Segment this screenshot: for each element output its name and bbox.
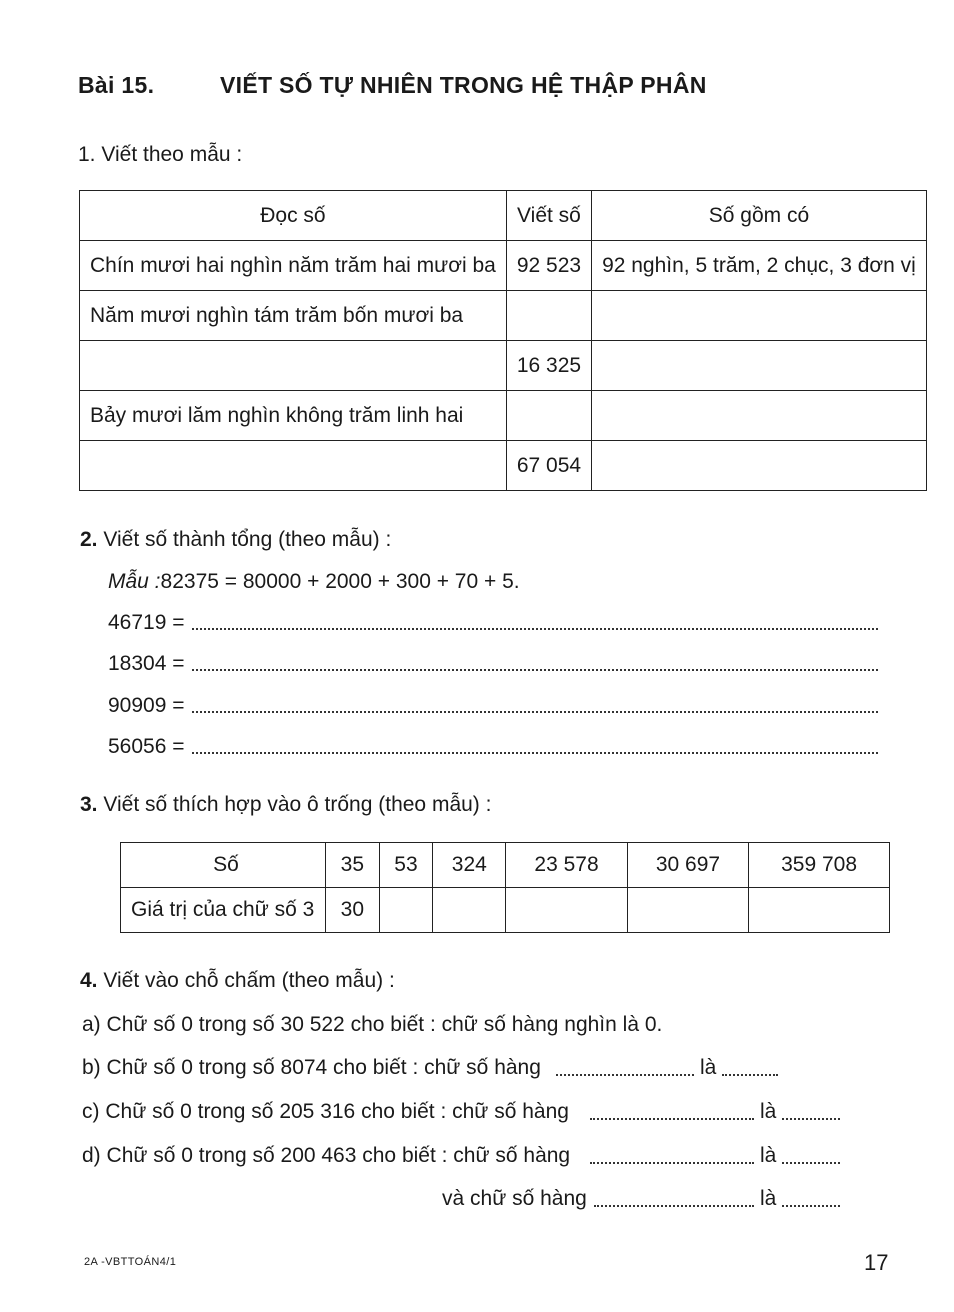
item-c	[82, 1099, 569, 1125]
exercise-3-table	[120, 842, 890, 933]
item-b-la: là	[700, 1056, 717, 1079]
exercise-2-heading	[80, 527, 391, 553]
item-d-dots-2[interactable]	[782, 1150, 840, 1164]
numbers-row	[121, 843, 890, 888]
header-so-gom-co: Số gồm có	[592, 191, 927, 241]
exercise-2-text: Viết số thành tổng (theo mẫu) :	[103, 528, 392, 551]
lesson-title	[78, 72, 707, 99]
sum-line-2	[108, 651, 185, 677]
exercise-2-number: 2.	[80, 528, 98, 551]
table-row	[80, 341, 927, 391]
number-cell: 35	[326, 843, 380, 888]
lesson-number: Bài 15.	[78, 72, 155, 98]
answer-dots-4[interactable]	[192, 738, 878, 754]
item-c-text: Chữ số 0 trong số 205 316 cho biết : chữ số hàng	[105, 1100, 569, 1123]
row-label-value: Giá trị của chữ số 3	[121, 888, 326, 933]
item-b-dots-2[interactable]	[722, 1062, 778, 1076]
value-cell[interactable]	[749, 888, 890, 933]
item-d-extra-la: là	[760, 1187, 777, 1210]
cell-composition[interactable]: 92 nghìn, 5 trăm, 2 chục, 3 đơn vị	[592, 241, 927, 291]
cell-read: Bảy mươi lăm nghìn không trăm linh hai	[80, 391, 507, 441]
item-d	[82, 1143, 570, 1169]
lesson-heading: VIẾT SỐ TỰ NHIÊN TRONG HỆ THẬP PHÂN	[220, 72, 707, 98]
cell-read: Chín mươi hai nghìn năm trăm hai mươi ba	[80, 241, 507, 291]
item-b-dots-1[interactable]	[556, 1062, 694, 1076]
value-cell[interactable]	[433, 888, 506, 933]
item-a	[82, 1012, 662, 1038]
sum-line-3	[108, 693, 185, 719]
exercise-3-text: Viết số thích hợp vào ô trống (theo mẫu) :	[103, 793, 492, 816]
exercise-1-heading: 1. Viết theo mẫu :	[78, 143, 243, 166]
exercise-2-sample	[108, 569, 520, 595]
cell-composition[interactable]	[592, 441, 927, 491]
exercise-3-heading	[80, 792, 491, 818]
answer-dots-3[interactable]	[192, 697, 878, 713]
cell-write[interactable]	[506, 391, 591, 441]
sample-expression: 82375 = 80000 + 2000 + 300 + 70 + 5.	[160, 570, 520, 593]
sum-line-1	[108, 610, 185, 636]
item-c-dots-1[interactable]	[590, 1106, 754, 1120]
header-doc-so: Đọc số	[80, 191, 507, 241]
value-cell[interactable]	[379, 888, 433, 933]
number-cell: 23 578	[506, 843, 627, 888]
number-cell: 324	[433, 843, 506, 888]
values-row	[121, 888, 890, 933]
item-d-dots-3[interactable]	[594, 1193, 754, 1207]
item-d-text: Chữ số 0 trong số 200 463 cho biết : chữ số hàng	[106, 1144, 571, 1167]
item-c-la: là	[760, 1100, 777, 1123]
exercise-3-number: 3.	[80, 793, 98, 816]
item-c-label: c)	[82, 1100, 100, 1123]
table-row	[80, 241, 927, 291]
page-number: 17	[864, 1250, 889, 1275]
item-d-dots-4[interactable]	[782, 1193, 840, 1207]
value-cell: 30	[326, 888, 380, 933]
answer-dots-1[interactable]	[192, 614, 878, 630]
item-d-dots-1[interactable]	[590, 1150, 754, 1164]
table-row	[80, 391, 927, 441]
cell-composition[interactable]	[592, 291, 927, 341]
value-cell[interactable]	[627, 888, 748, 933]
sum-line-label: 90909 =	[108, 694, 185, 717]
footer-code: 2A -VBTTOÁN4/1	[84, 1256, 177, 1268]
cell-write[interactable]: 92 523	[506, 241, 591, 291]
number-cell: 30 697	[627, 843, 748, 888]
row-label-so: Số	[121, 843, 326, 888]
sum-line-label: 56056 =	[108, 735, 185, 758]
item-a-label: a)	[82, 1013, 101, 1036]
item-b	[82, 1055, 541, 1081]
item-b-label: b)	[82, 1056, 101, 1079]
item-d-la: là	[760, 1144, 777, 1167]
exercise-4-number: 4.	[80, 969, 98, 992]
item-a-text: Chữ số 0 trong số 30 522 cho biết : chữ số hàng nghìn là 0.	[106, 1013, 663, 1036]
item-d-extra: và chữ số hàng	[442, 1187, 587, 1210]
sample-label: Mẫu :	[108, 570, 161, 593]
sum-line-4	[108, 734, 185, 760]
sum-line-label: 46719 =	[108, 611, 185, 634]
cell-read: Năm mươi nghìn tám trăm bốn mươi ba	[80, 291, 507, 341]
answer-dots-2[interactable]	[192, 655, 878, 671]
cell-write[interactable]	[506, 291, 591, 341]
item-c-dots-2[interactable]	[782, 1106, 840, 1120]
exercise-4-heading	[80, 968, 395, 994]
table-header-row	[80, 191, 927, 241]
cell-write: 16 325	[506, 341, 591, 391]
cell-read[interactable]	[80, 441, 507, 491]
value-cell[interactable]	[506, 888, 627, 933]
exercise-4-text: Viết vào chỗ chấm (theo mẫu) :	[103, 969, 395, 992]
sum-line-label: 18304 =	[108, 652, 185, 675]
number-cell: 53	[379, 843, 433, 888]
table-row	[80, 441, 927, 491]
table-row	[80, 291, 927, 341]
cell-write: 67 054	[506, 441, 591, 491]
item-d-label: d)	[82, 1144, 101, 1167]
header-viet-so: Viết số	[506, 191, 591, 241]
cell-read[interactable]	[80, 341, 507, 391]
cell-composition[interactable]	[592, 341, 927, 391]
exercise-1-table	[79, 190, 927, 491]
number-cell: 359 708	[749, 843, 890, 888]
cell-composition[interactable]	[592, 391, 927, 441]
item-b-text: Chữ số 0 trong số 8074 cho biết : chữ số hàng	[106, 1056, 541, 1079]
